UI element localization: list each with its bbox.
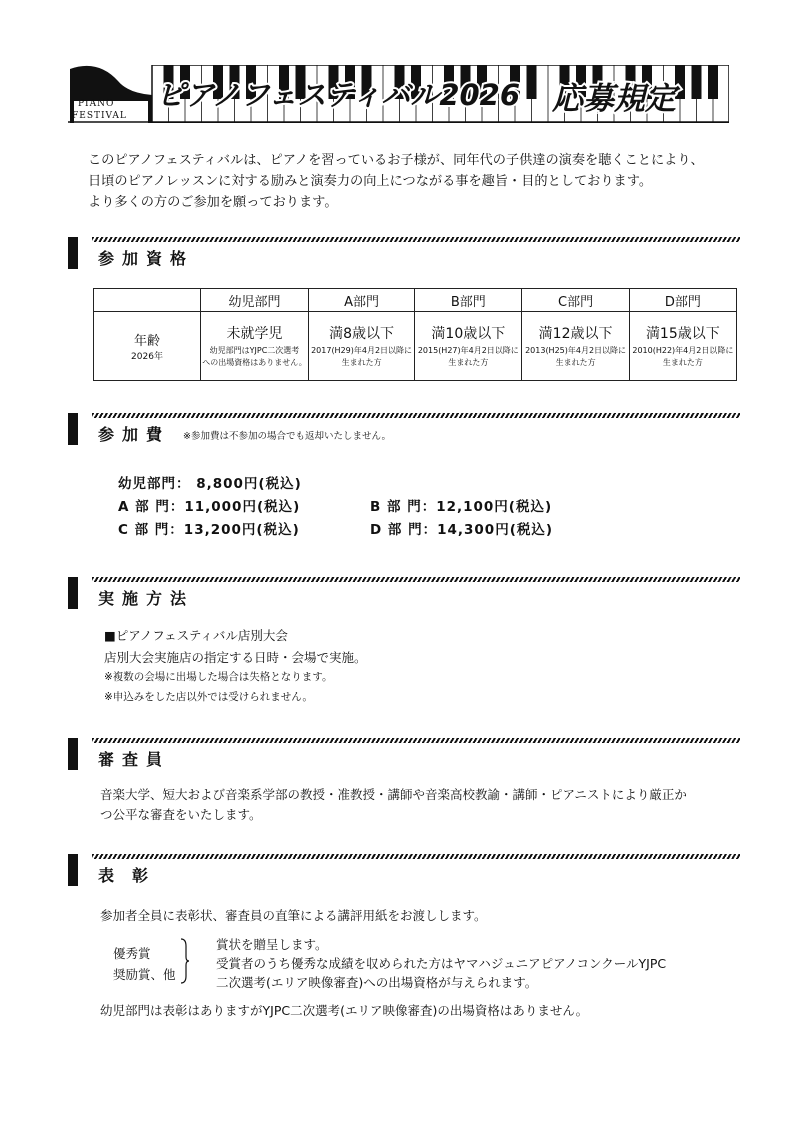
cell-note: 幼児部門はYJPC二次選考 <box>209 346 300 355</box>
cell-note: 2015(H27)年4月2日以降に <box>417 346 519 355</box>
cell-main: 未就学児 <box>226 326 283 342</box>
section-bar <box>68 854 78 886</box>
column-header: 幼児部門 <box>201 289 309 312</box>
section-rule <box>92 237 740 242</box>
method-note: ※複数の会場に出場した場合は失格となります。 <box>104 671 333 683</box>
cell-note: 生まれた方 <box>448 358 489 367</box>
section-heading: 参加資格 <box>98 249 195 268</box>
black-key <box>692 65 702 99</box>
column-header: A部門 <box>308 289 414 312</box>
black-key <box>708 65 718 99</box>
cell-main: 満12歳以下 <box>538 326 613 342</box>
row-sublabel: 2026年 <box>131 351 163 362</box>
method-note: ※申込みをした店以外では受けられません。 <box>104 691 313 703</box>
table-header-row <box>94 289 737 312</box>
fee-note: ※参加費は不参加の場合でも返却いたしません。 <box>183 431 392 442</box>
intro-line: このピアノフェスティバルは、ピアノを習っているお子様が、同年代の子供達の演奏を聴くことにより、 <box>88 153 704 168</box>
table-cell <box>201 312 309 381</box>
table-cell <box>522 312 629 381</box>
row-label-cell <box>94 312 201 381</box>
cell-main: 満8歳以下 <box>329 326 395 342</box>
title-banner <box>68 65 729 123</box>
judges-text: 音楽大学、短大および音楽系学部の教授・准教授・講師や音楽高校教諭・講師・ピアニストにより厳正か <box>100 787 687 802</box>
row-label: 年齢 <box>134 333 161 349</box>
right-brace-icon <box>180 938 190 984</box>
section-heading: 参加費 <box>98 425 171 444</box>
section-rule <box>92 738 740 743</box>
intro-text <box>88 150 768 213</box>
eligibility-table <box>93 288 737 381</box>
method-line: ■ピアノフェスティバル店別大会 <box>104 628 288 643</box>
award-desc: 二次選考(エリア映像審査)への出場資格が与えられます。 <box>216 975 538 990</box>
logo-festival-text: FESTIVAL <box>72 111 127 121</box>
fee-c: C 部 門：13,200円(税込) <box>118 522 300 538</box>
cell-note: 2013(H25)年4月2日以降に <box>525 346 627 355</box>
section-bar <box>68 738 78 770</box>
award-name: 奨励賞、他 <box>113 967 176 982</box>
award-name: 優秀賞 <box>113 946 151 961</box>
column-header: B部門 <box>415 289 522 312</box>
table-corner-cell <box>94 289 201 312</box>
award-desc: 受賞者のうち優秀な成績を収められた方はヤマハジュニアピアノコンクールYJPC <box>216 956 667 971</box>
judges-text: つ公平な審査をいたします。 <box>100 807 262 822</box>
section-bar <box>68 413 78 445</box>
column-header: D部門 <box>629 289 736 312</box>
fee-a: A 部 門：11,000円(税込) <box>118 499 301 515</box>
section-rule <box>92 413 740 418</box>
cell-note: 生まれた方 <box>662 358 703 367</box>
page-title: ピアノフェスティバル2026 <box>156 78 521 112</box>
section-heading: 審査員 <box>98 750 171 769</box>
method-line: 店別大会実施店の指定する日時・会場で実施。 <box>104 650 367 665</box>
cell-note: 2017(H29)年4月2日以降に <box>311 346 413 355</box>
cell-note: 生まれた方 <box>341 358 382 367</box>
column-header: C部門 <box>522 289 629 312</box>
intro-line: より多くの方のご参加を願っております。 <box>88 195 338 210</box>
section-bar <box>68 577 78 609</box>
section-heading: 実施方法 <box>98 589 195 608</box>
logo-piano-text: PIANO <box>78 99 115 109</box>
awards-intro: 参加者全員に表彰状、審査員の直筆による講評用紙をお渡しします。 <box>100 908 487 923</box>
section-heading: 表彰 <box>98 866 167 885</box>
table-row <box>94 312 737 381</box>
section-bar <box>68 237 78 269</box>
award-names <box>113 943 176 985</box>
awards-footer: 幼児部門は表彰はありますがYJPC二次選考(エリア映像審査)の出場資格はありません。 <box>100 1003 589 1018</box>
table-cell <box>415 312 522 381</box>
fee-b: B 部 門：12,100円(税込) <box>370 499 553 515</box>
table-cell <box>308 312 414 381</box>
cell-note: 生まれた方 <box>555 358 596 367</box>
section-rule <box>92 854 740 859</box>
intro-line: 日頃のピアノレッスンに対する励みと演奏力の向上につながる事を趣旨・目的としております。 <box>88 174 653 189</box>
cell-main: 満15歳以下 <box>645 326 720 342</box>
fee-infant: 幼児部門： 8,800円(税込) <box>118 476 302 492</box>
section-rule <box>92 577 740 582</box>
award-desc: 賞状を贈呈します。 <box>216 937 328 952</box>
table-cell <box>629 312 736 381</box>
fee-d: D 部 門：14,300円(税込) <box>370 522 554 538</box>
fee-list <box>98 458 618 548</box>
cell-note: への出場資格はありません。 <box>202 358 307 367</box>
black-key <box>675 65 685 99</box>
page-subtitle: 応募規定 <box>552 81 676 117</box>
black-key <box>527 65 537 99</box>
cell-note: 2010(H22)年4月2日以降に <box>632 346 734 355</box>
cell-main: 満10歳以下 <box>431 326 506 342</box>
